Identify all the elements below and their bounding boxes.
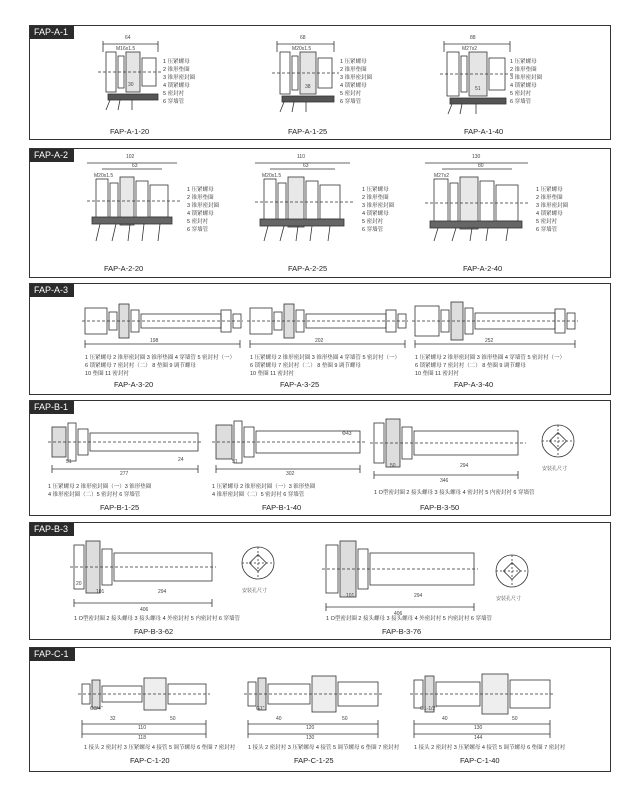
parts-legend: 1 压紧螺母 2 锥形密封圈（一）3 锥形垫圈 4 锥形密封圈（二）5 密封衬 6 穿墙管 bbox=[48, 484, 152, 498]
parts-legend: 1 压紧螺母 2 锥形密封圈 3 锥形垫圈 4 穿墙管 5 密封衬（一） 6 锁紧螺母 7 密封衬（二） 8 垫圈 9 调节螺母 10 垫圈 11 密封衬 bbox=[85, 355, 236, 377]
dimension-label: M27x2 bbox=[462, 46, 478, 52]
drawing-fap-b-1-25 bbox=[44, 409, 204, 479]
dimension-label: 80 bbox=[478, 163, 484, 169]
figure-caption: FAP-A-1-20 bbox=[110, 127, 150, 136]
dimension-label: M16x1.5 bbox=[116, 46, 136, 52]
figure-caption: FAP-C-1-40 bbox=[460, 756, 500, 765]
section-fap-b-3 bbox=[29, 522, 611, 640]
parts-legend: 1 压紧螺母 2 锥形垫圈 3 锥形密封圈 4 锁紧螺母 5 密封衬 6 穿墙管 bbox=[362, 187, 395, 233]
figure-caption: FAP-A-3-20 bbox=[114, 380, 154, 389]
section-tag: FAP-A-2 bbox=[30, 149, 74, 162]
parts-legend: 1 压紧螺母 2 锥形垫圈 3 锥形密封圈 4 锁紧螺母 5 密封衬 6 穿墙管 bbox=[187, 187, 220, 233]
dimension-label: 294 bbox=[158, 589, 167, 595]
dimension-label: 50 bbox=[342, 716, 348, 722]
dimension-label: 252 bbox=[485, 338, 494, 344]
dimension-label: 63 bbox=[303, 163, 309, 169]
dimension-label: 102 bbox=[126, 154, 135, 160]
dimension-label: 277 bbox=[120, 471, 129, 477]
dimension-label: 63 bbox=[132, 163, 138, 169]
parts-legend: 1 压紧螺母 2 锥形垫圈 3 锥形密封圈 4 锁紧螺母 5 密封衬 6 穿墙管 bbox=[536, 187, 569, 233]
section-tag: FAP-B-3 bbox=[30, 523, 74, 536]
figure-caption: FAP-C-1-25 bbox=[294, 756, 334, 765]
mounting-hole-drawing bbox=[538, 421, 578, 461]
dimension-label: G1" bbox=[256, 706, 265, 712]
parts-legend: 1 压紧螺母 2 锥形垫圈 3 锥形密封圈 4 锁紧螺母 5 密封衬 6 穿墙管 bbox=[510, 59, 543, 105]
figure-caption: FAP-A-2-20 bbox=[104, 264, 144, 273]
dimension-label: 88 bbox=[470, 35, 476, 41]
dimension-label: 24 bbox=[178, 457, 184, 463]
dimension-label: 130 bbox=[474, 725, 483, 731]
dimension-label: 198 bbox=[150, 338, 159, 344]
parts-legend: 1 压紧螺母 2 锥形垫圈 3 锥形密封圈 4 锁紧螺母 5 密封衬 6 穿墙管 bbox=[163, 59, 196, 105]
dimension-label: 294 bbox=[414, 593, 423, 599]
parts-legend: 1 压紧螺母 2 锥形密封圈 3 锥形垫圈 4 穿墙管 5 密封衬（一） 6 锁紧螺母 7 密封衬（二） 8 垫圈 9 调节螺母 10 垫圈 11 密封衬 bbox=[415, 355, 566, 377]
dimension-label: 302 bbox=[286, 471, 295, 477]
figure-caption: FAP-A-1-40 bbox=[464, 127, 504, 136]
figure-caption: FAP-A-3-25 bbox=[280, 380, 320, 389]
dimension-label: 40 bbox=[442, 716, 448, 722]
section-tag: FAP-A-1 bbox=[30, 26, 74, 39]
figure-caption: FAP-A-2-25 bbox=[288, 264, 328, 273]
dimension-label: 120 bbox=[306, 725, 315, 731]
dimension-label: 50 bbox=[512, 716, 518, 722]
parts-legend: 1 O型密封圈 2 接头螺母 3 接头螺母 4 密封衬 5 内密封衬 6 穿墙管 bbox=[374, 490, 535, 496]
dimension-label: 51 bbox=[232, 459, 238, 465]
parts-legend: 1 O型密封圈 2 接头螺母 3 接头螺母 4 外密封衬 5 内密封衬 6 穿墙管 bbox=[326, 616, 492, 622]
dimension-label: 294 bbox=[460, 463, 469, 469]
dimension-label: M20x1.5 bbox=[94, 173, 114, 179]
section-fap-a-2 bbox=[29, 148, 611, 278]
drawing-fap-b-1-40 bbox=[208, 409, 368, 479]
parts-legend: 1 压紧螺母 2 锥形密封圈（一）3 锥形垫圈 4 锥形密封圈（二）5 密封衬 6 穿墙管 bbox=[212, 484, 316, 498]
dimension-label: G3/4" bbox=[90, 706, 103, 712]
figure-caption: FAP-A-3-40 bbox=[454, 380, 494, 389]
drawing-fap-a-3-40 bbox=[410, 294, 580, 354]
dimension-label: G1-1/2" bbox=[420, 706, 438, 712]
drawing-fap-c-1-40 bbox=[410, 662, 555, 742]
figure-caption: FAP-C-1-20 bbox=[130, 756, 170, 765]
section-tag: FAP-C-1 bbox=[30, 648, 75, 661]
drawing-fap-b-3-76 bbox=[320, 533, 480, 613]
dimension-label: 64 bbox=[125, 35, 131, 41]
drawing-fap-a-3-20 bbox=[80, 294, 245, 354]
parts-legend: 1 接头 2 密封衬 3 压紧螺母 4 接管 5 调节螺母 6 垫圈 7 密封衬 bbox=[414, 745, 566, 751]
dimension-label: 32 bbox=[110, 716, 116, 722]
dimension-label: 68 bbox=[300, 35, 306, 41]
section-fap-b-1 bbox=[29, 400, 611, 516]
mounting-hole-drawing bbox=[238, 543, 278, 583]
drawing-fap-b-3-50 bbox=[368, 409, 528, 484]
parts-legend: 1 接头 2 密封衬 3 压紧螺母 4 接管 5 调节螺母 6 垫圈 7 密封衬 bbox=[84, 745, 236, 751]
dimension-label: M20x1.5 bbox=[292, 46, 312, 52]
dimension-label: 130 bbox=[472, 154, 481, 160]
section-fap-a-3 bbox=[29, 283, 611, 395]
dimension-label: 51 bbox=[66, 459, 72, 465]
section-tag: FAP-B-1 bbox=[30, 401, 74, 414]
dimension-label: 51 bbox=[475, 86, 481, 92]
mounting-hole-label: 安装孔尺寸 bbox=[242, 588, 268, 594]
figure-caption: FAP-B-1-40 bbox=[262, 503, 302, 512]
dimension-label: 346 bbox=[440, 478, 449, 484]
dimension-label: 40 bbox=[276, 716, 282, 722]
dimension-label: 110 bbox=[138, 725, 146, 731]
dimension-label: 406 bbox=[140, 607, 149, 613]
dimension-label: 101 bbox=[346, 593, 355, 599]
dimension-label: M20x1.5 bbox=[262, 173, 282, 179]
dimension-label: 50 bbox=[390, 463, 396, 469]
section-fap-c-1 bbox=[29, 647, 611, 772]
dimension-label: 110 bbox=[297, 154, 305, 160]
dimension-label: 202 bbox=[315, 338, 324, 344]
dimension-label: 118 bbox=[138, 735, 146, 741]
dimension-label: 50 bbox=[170, 716, 176, 722]
parts-legend: 1 O型密封圈 2 接头螺母 3 接头螺母 4 外密封衬 5 内密封衬 6 穿墙管 bbox=[74, 616, 240, 622]
figure-caption: FAP-A-1-25 bbox=[288, 127, 328, 136]
drawing-fap-b-3-62 bbox=[68, 533, 218, 608]
parts-legend: 1 压紧螺母 2 锥形密封圈 3 锥形垫圈 4 穿墙管 5 密封衬（一） 6 锁紧螺母 7 密封衬（二） 8 垫圈 9 调节螺母 10 垫圈 11 密封衬 bbox=[250, 355, 401, 377]
figure-caption: FAP-B-1-25 bbox=[100, 503, 140, 512]
figure-caption: FAP-B-3-62 bbox=[134, 627, 174, 636]
mounting-hole-label: 安装孔尺寸 bbox=[542, 466, 568, 472]
parts-legend: 1 接头 2 密封衬 3 压紧螺母 4 接管 5 调节螺母 6 垫圈 7 密封衬 bbox=[248, 745, 400, 751]
dimension-label: 130 bbox=[306, 735, 315, 741]
section-fap-a-1 bbox=[29, 25, 611, 140]
dimension-label: 144 bbox=[474, 735, 483, 741]
dimension-label: 30 bbox=[128, 82, 134, 88]
drawing-fap-a-3-25 bbox=[245, 294, 410, 354]
dimension-label: M27x2 bbox=[434, 173, 450, 179]
figure-caption: FAP-B-3-76 bbox=[382, 627, 422, 636]
dimension-label: 20 bbox=[76, 581, 82, 587]
dimension-label: 101 bbox=[96, 589, 105, 595]
parts-legend: 1 压紧螺母 2 锥形垫圈 3 锥形密封圈 4 锁紧螺母 5 密封衬 6 穿墙管 bbox=[340, 59, 373, 105]
figure-caption: FAP-B-3-50 bbox=[420, 503, 460, 512]
mounting-hole-drawing bbox=[492, 551, 532, 591]
figure-caption: FAP-A-2-40 bbox=[463, 264, 503, 273]
dimension-label: Φ43 bbox=[342, 431, 352, 437]
dimension-label: 406 bbox=[394, 611, 403, 617]
section-tag: FAP-A-3 bbox=[30, 284, 74, 297]
dimension-label: 38 bbox=[305, 84, 311, 90]
mounting-hole-label: 安装孔尺寸 bbox=[496, 596, 522, 602]
